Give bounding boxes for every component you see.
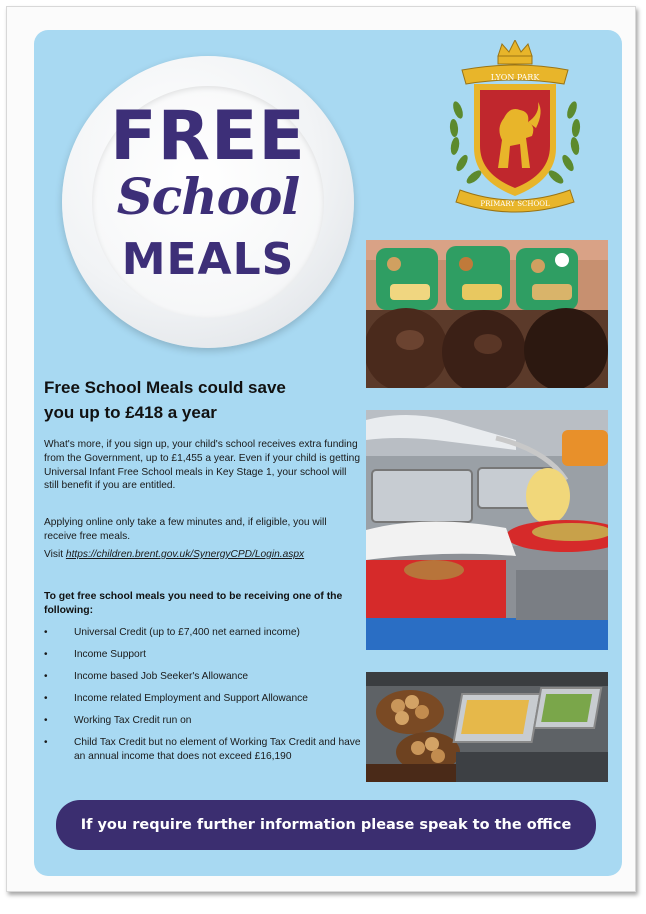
logo-school-text: School: [116, 167, 300, 226]
body-paragraph-apply: Applying online only take a few minutes and, if eligible, you will receive free meals.: [44, 517, 327, 542]
body-paragraph-funding: What's more, if you sign up, your child's school receives extra funding from the Government, up to £1,455 a year. Even if your child is getting Universal Infant Free School meals in Key Stage 1, your school will still benefit if you are entitled.: [44, 439, 360, 492]
info-banner: [56, 800, 596, 850]
photo-food-buffet: [366, 672, 608, 782]
requirements-list: [44, 626, 364, 772]
logo-free-text: FREE: [110, 97, 306, 176]
photo-children-with-trays: [366, 240, 608, 388]
bullet-icon: •: [44, 627, 48, 638]
headline-line-1: Free School Meals could save: [44, 378, 286, 397]
bullet-icon: •: [44, 648, 48, 660]
headline: [44, 375, 354, 425]
list-item: • Income Support: [44, 648, 146, 660]
bullet-icon: •: [44, 714, 48, 726]
crest-bottom-text: PRIMARY SCHOOL: [480, 200, 550, 208]
headline-line-2: you up to £418 a year: [44, 403, 217, 422]
school-crest-logo: [440, 40, 590, 215]
crest-top-text: LYON PARK: [490, 73, 540, 82]
list-item: • Income related Employment and Support Allowance: [44, 692, 308, 704]
requirements-heading: To get free school meals you need to be receiving one of the following:: [44, 591, 343, 616]
list-item: • Income based Job Seeker's Allowance: [44, 670, 249, 682]
bullet-icon: •: [44, 692, 48, 704]
application-link[interactable]: https://children.brent.gov.uk/SynergyCPD/Login.aspx: [65, 549, 305, 560]
crown-icon: [498, 40, 532, 64]
logo-meals-text: MEALS: [121, 234, 295, 285]
list-item: • Child Tax Credit but no element of Working Tax Credit and have an annual income that does not exceed £16,190: [44, 736, 361, 762]
visit-prefix: Visit: [44, 549, 66, 560]
photo-serving-food: [366, 410, 608, 650]
list-item: • Universal Credit (up to £7,400 net earned income): [44, 627, 300, 638]
bullet-icon: •: [44, 670, 48, 682]
info-banner-text: If you require further information please speak to the office: [80, 817, 572, 833]
bullet-icon: •: [44, 736, 48, 748]
body-paragraph-visit: [44, 548, 362, 562]
list-item: • Working Tax Credit run on: [44, 714, 192, 726]
